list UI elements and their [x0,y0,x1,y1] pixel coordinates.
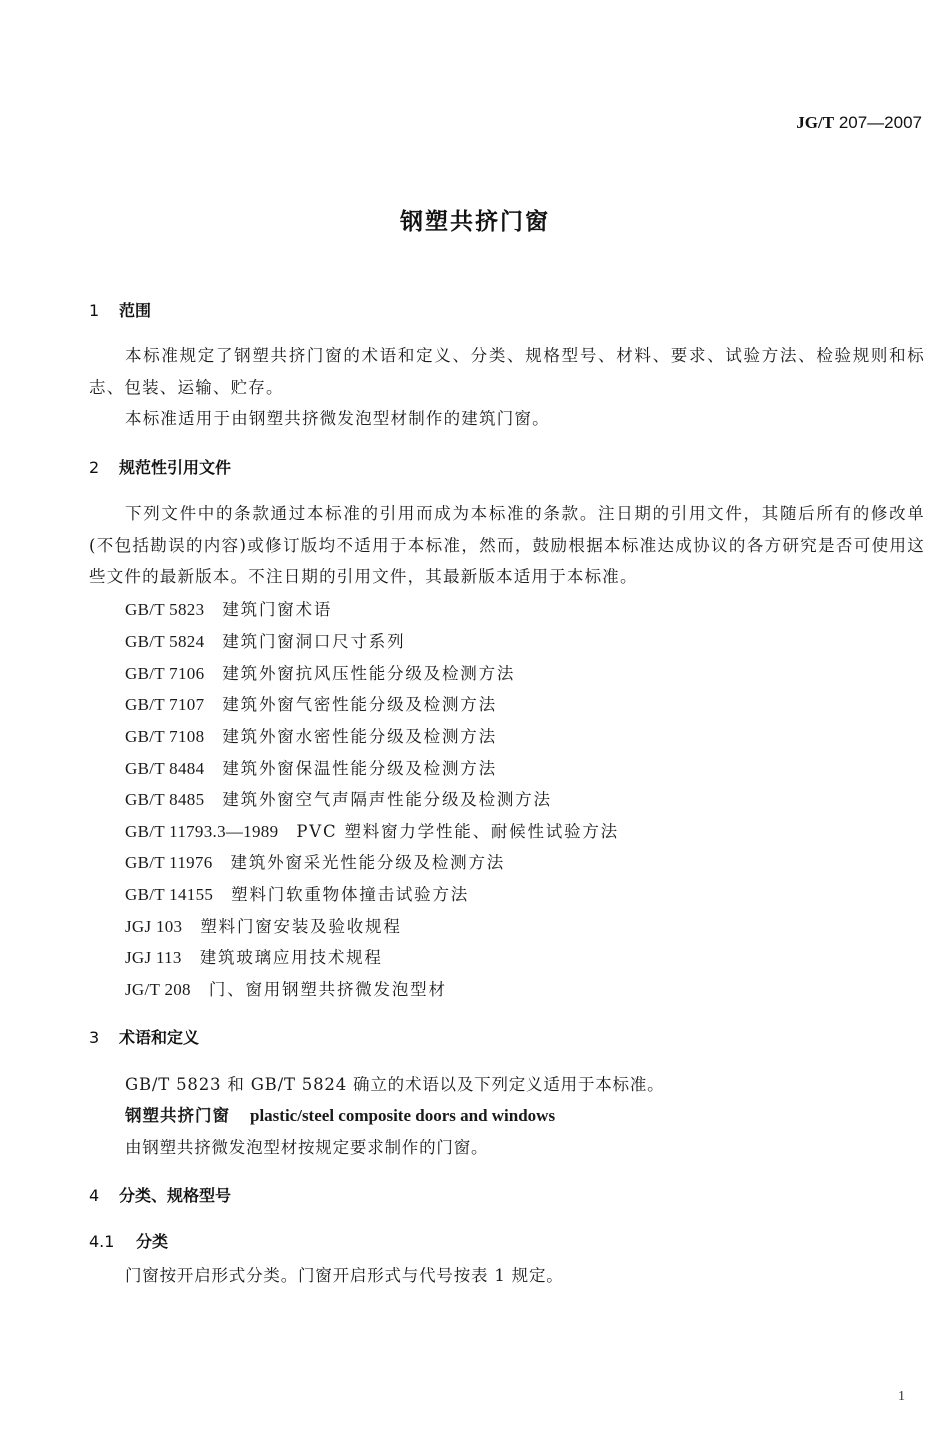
reference-item [125,849,505,873]
reference-item [125,691,497,715]
section-1-paragraph-2: 本标准适用于由钢塑共挤微发泡型材制作的建筑门窗。 [125,409,550,428]
section-title: 规范性引用文件 [119,458,232,477]
reference-item [125,628,405,652]
reference-item [125,755,497,779]
reference-item [125,976,447,1000]
subsection-4-1-text: 门窗按开启形式分类。门窗开启形式与代号按表 1 规定。 [125,1266,564,1285]
term-english: plastic/steel composite doors and windows [250,1106,556,1125]
reference-title: 建筑门窗术语 [222,600,333,619]
reference-code: GB/T 7108 [125,727,205,746]
reference-title: 建筑外窗采光性能分级及检测方法 [230,853,506,872]
section-2-heading [89,455,231,478]
reference-code: GB/T 11793.3—1989 [125,822,279,841]
standard-code [796,113,922,133]
subsection-4-1-heading [89,1229,168,1252]
term-definition: 由钢塑共挤微发泡型材按规定要求制作的门窗。 [125,1138,489,1157]
section-number: 4 [89,1186,100,1205]
standard-code-prefix: JG/T [796,113,835,132]
page-number: 1 [898,1389,905,1404]
reference-code: GB/T 7107 [125,695,205,714]
reference-code: GB/T 7106 [125,664,205,683]
reference-title: 建筑外窗水密性能分级及检测方法 [222,727,497,746]
section-3-heading [89,1025,199,1048]
subsection-number: 4.1 [89,1232,115,1251]
reference-code: JG/T 208 [125,980,191,999]
standard-code-number: 207—2007 [838,113,922,132]
reference-item [125,881,469,905]
term-entry [125,1102,555,1126]
reference-item [125,944,383,968]
reference-code: GB/T 8484 [125,759,205,778]
section-3-intro: GB/T 5823 和 GB/T 5824 确立的术语以及下列定义适用于本标准。 [125,1075,665,1094]
reference-item [125,913,402,937]
section-1-heading [89,298,151,321]
reference-title: 建筑外窗气密性能分级及检测方法 [222,695,497,714]
reference-title: 门、窗用钢塑共挤微发泡型材 [208,980,447,999]
section-number: 1 [89,301,100,320]
section-title: 分类、规格型号 [119,1186,232,1205]
reference-code: GB/T 5823 [125,600,205,619]
reference-item [125,596,332,620]
term-chinese: 钢塑共挤门窗 [125,1106,230,1125]
reference-title: PVC 塑料窗力学性能、耐候性试验方法 [296,822,619,841]
reference-title: 建筑外窗空气声隔声性能分级及检测方法 [222,790,552,809]
section-number: 2 [89,458,100,477]
section-2-paragraph: 下列文件中的条款通过本标准的引用而成为本标准的条款。注日期的引用文件，其随后所有的修改单(不包括勘误的内容)或修订版均不适用于本标准，然而，鼓励根据本标准达成协议的各方研究是否可使用这些文件的最新版本。不注日期的引用文件，其最新版本适用于本标准。 [89,504,925,586]
reference-code: JGJ 113 [125,948,182,967]
subsection-title: 分类 [136,1232,169,1251]
reference-code: GB/T 8485 [125,790,205,809]
reference-title: 建筑玻璃应用技术规程 [199,948,383,967]
reference-code: GB/T 5824 [125,632,205,651]
reference-title: 建筑外窗抗风压性能分级及检测方法 [222,664,516,683]
reference-code: JGJ 103 [125,917,183,936]
reference-item [125,818,619,842]
reference-item [125,723,497,747]
section-title: 术语和定义 [119,1028,200,1047]
section-title: 范围 [119,301,152,320]
section-number: 3 [89,1028,100,1047]
reference-code: GB/T 11976 [125,853,213,872]
document-title: 钢塑共挤门窗 [400,209,550,235]
reference-title: 建筑门窗洞口尺寸系列 [222,632,406,651]
reference-title: 建筑外窗保温性能分级及检测方法 [222,759,497,778]
reference-code: GB/T 14155 [125,885,214,904]
reference-item [125,660,515,684]
reference-title: 塑料门窗安装及验收规程 [200,917,402,936]
section-1-paragraph-1: 本标准规定了钢塑共挤门窗的术语和定义、分类、规格型号、材料、要求、试验方法、检验规则和标志、包装、运输、贮存。 [89,346,925,397]
section-4-heading [89,1183,231,1206]
reference-title: 塑料门软重物体撞击试验方法 [231,885,470,904]
reference-item [125,786,552,810]
